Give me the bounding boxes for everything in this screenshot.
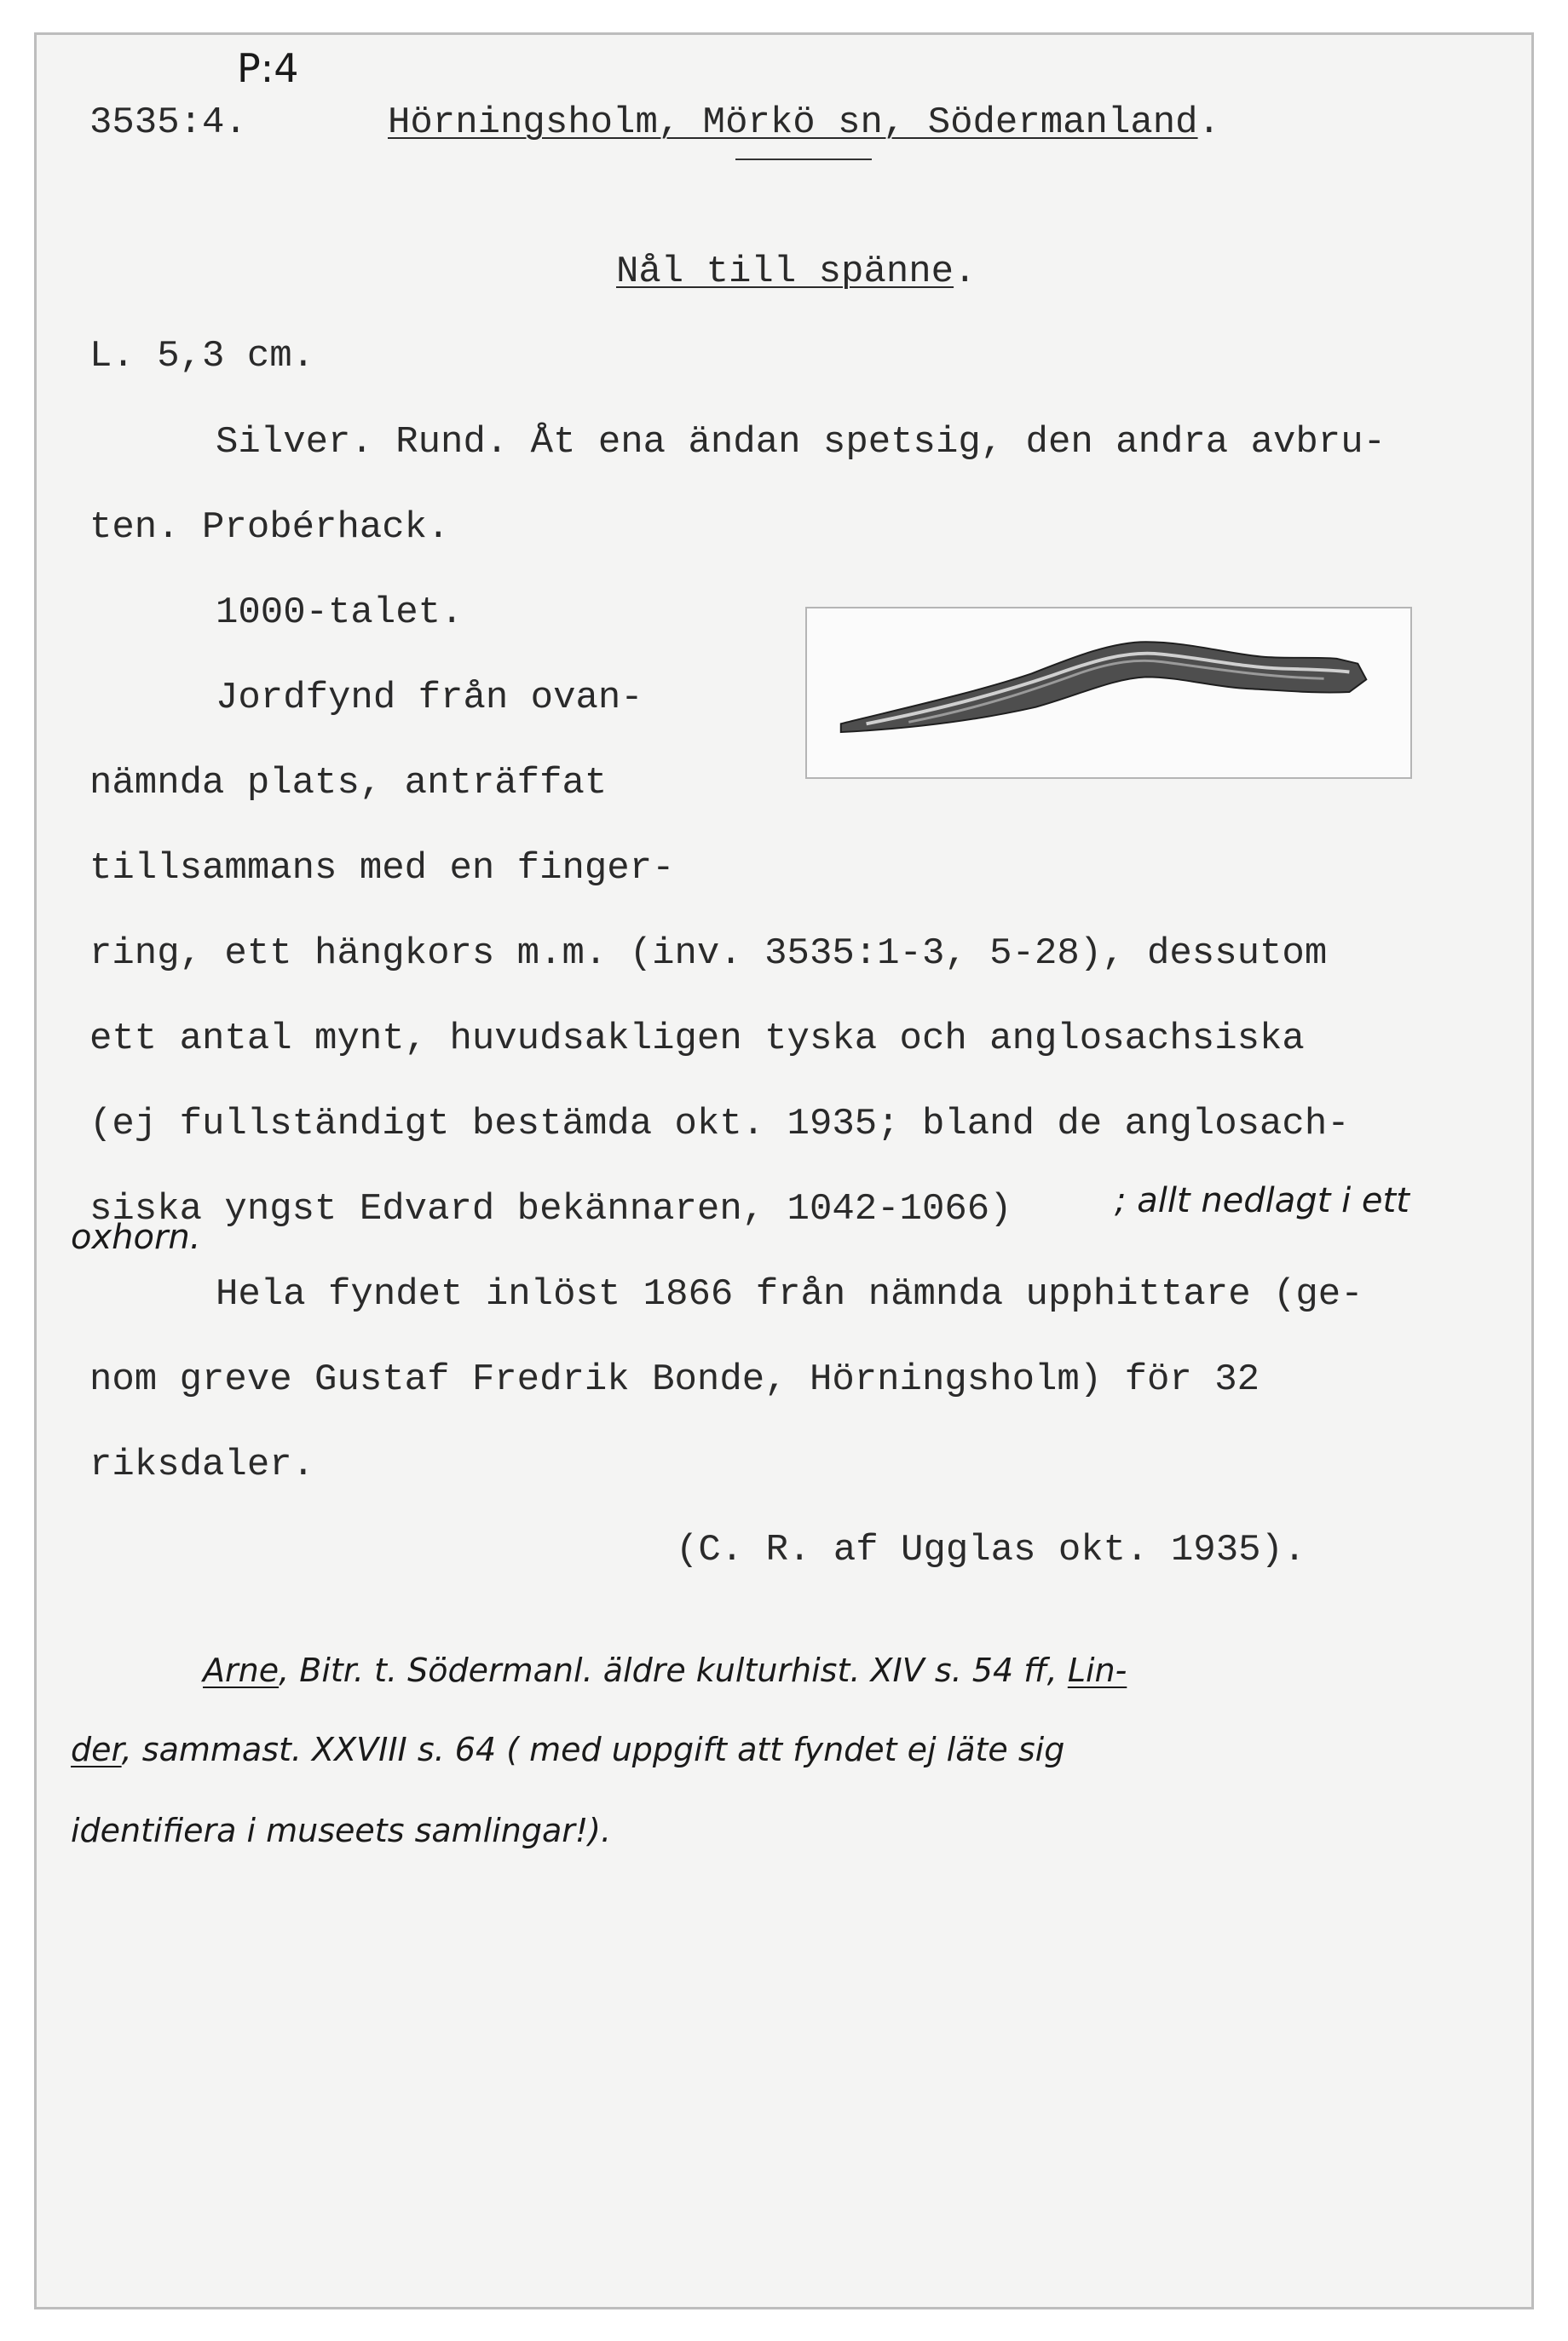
object-title: Nål till spänne [616,251,954,293]
find-context-line-1: Jordfynd från ovan- [216,677,643,719]
handwritten-reference-line-2 [71,1731,1064,1768]
handwritten-mark: P:4 [237,45,299,91]
find-location-line [388,80,1220,165]
acquisition-line-2: nom greve Gustaf Fredrik Bonde, Hörningsholm) för 32 [89,1358,1260,1401]
object-title-end: . [954,251,977,293]
handwritten-reference-line-3: identifiera i museets samlingar!). [71,1812,612,1849]
find-context-line-7: siska yngst Edvard bekännaren, 1042-1066) [89,1188,1012,1231]
acquisition-line-1: Hela fyndet inlöst 1866 från nämnda upphittare (ge- [216,1273,1363,1316]
reference-author-linder-part1: Lin- [1067,1652,1127,1689]
catalog-number: 3535:4. [89,101,247,144]
find-context-line-3: tillsammans med en finger- [89,847,675,890]
find-context-line-5: ett antal mynt, huvudsakligen tyska och anglosachsiska [89,1018,1305,1060]
acquisition-line-3: riksdaler. [89,1444,315,1486]
cataloguer-signature: (C. R. af Ugglas okt. 1935). [676,1529,1306,1571]
find-location: Hörningsholm, Mörkö sn, Södermanland [388,101,1198,144]
catalog-card [34,32,1534,2309]
silver-pin-image [807,608,1410,777]
dating-line: 1000-talet. [216,591,464,634]
object-title-line [616,229,976,314]
description-line-2: ten. Probérhack. [89,506,450,549]
silver-pin-photo [805,607,1412,779]
header-divider [735,159,872,160]
find-location-end: . [1197,101,1220,144]
find-context-line-6: (ej fullständigt bestämda okt. 1935; bland de anglosach- [89,1103,1350,1145]
object-length: L. 5,3 cm. [89,335,315,378]
reference-text-1: , Bitr. t. Södermanl. äldre kulturhist. XIV s. 54 ff, [279,1652,1068,1689]
description-line-1: Silver. Rund. Åt ena ändan spetsig, den andra avbru- [216,421,1386,464]
find-context-line-4: ring, ett hängkors m.m. (inv. 3535:1-3, 5-28), dessutom [89,932,1328,975]
handwritten-reference-line-1 [203,1652,1127,1689]
reference-text-2: , sammast. XXVIII s. 64 ( med uppgift att fyndet ej läte sig [121,1731,1065,1768]
handwritten-insert-2: oxhorn. [71,1218,201,1257]
reference-author-arne: Arne [203,1652,280,1689]
handwritten-insert-1: ; allt nedlagt i ett [1115,1181,1409,1220]
reference-author-linder-part2: der [71,1731,122,1768]
find-context-line-2: nämnda plats, anträffat [89,762,608,804]
